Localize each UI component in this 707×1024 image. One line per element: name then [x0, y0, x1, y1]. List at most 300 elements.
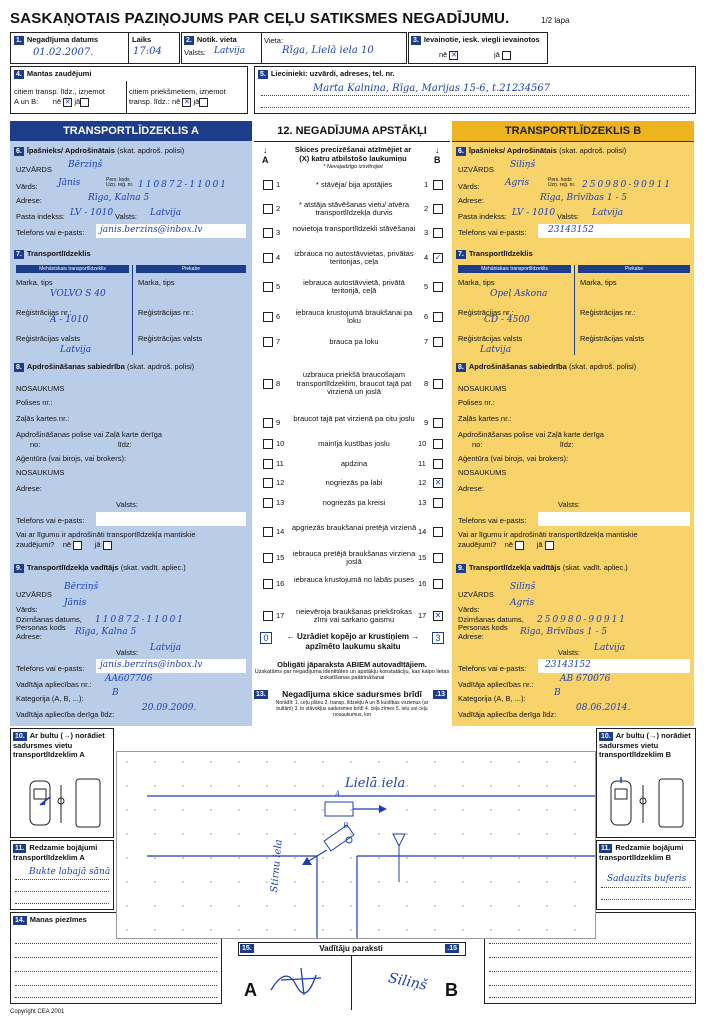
circumstance-b-checkbox[interactable] — [433, 418, 443, 428]
owner-b-title: 6. Īpašnieks/ Apdrošinātais (skat. apdroš. polisi) — [458, 146, 627, 155]
grid-dot — [294, 905, 296, 907]
grid-dot — [462, 857, 464, 859]
signature-b-label: B — [445, 980, 458, 1000]
grid-dot — [210, 929, 212, 931]
grid-dot — [182, 809, 184, 811]
grid-dot — [574, 881, 576, 883]
damage-a-yes-checkbox[interactable] — [80, 98, 89, 107]
damage-a-no-checkbox[interactable]: ✕ — [64, 98, 71, 106]
vehicle-b-reg-country[interactable]: Latvija — [480, 345, 512, 355]
circumstance-a-checkbox[interactable] — [263, 337, 273, 347]
circumstance-text: apgriezās braukšanai pretējā virzienā — [291, 522, 417, 532]
field-place: 2. Notik. vieta Valsts: Latvija Vieta: Rīga, Lielā iela 10 — [181, 32, 407, 64]
grid-dot — [462, 905, 464, 907]
witness-value[interactable]: Marta Kalniņa, Rīga, Marijas 15-6, t.21234567 — [313, 83, 551, 94]
grid-dot — [322, 785, 324, 787]
grid-dot — [322, 905, 324, 907]
grid-dot — [490, 785, 492, 787]
grid-dot — [350, 929, 352, 931]
grid-dot — [126, 785, 128, 787]
grid-dot — [294, 833, 296, 835]
page-indicator: 1/2 lapa — [541, 16, 570, 25]
grid-dot — [518, 857, 520, 859]
damage-b-box: 11. Redzamie bojājumi transportlīdzeklim B Sadauzīts buferis — [596, 840, 696, 910]
grid-dot — [462, 833, 464, 835]
grid-dot — [154, 905, 156, 907]
grid-dot — [210, 905, 212, 907]
circumstance-number: 6 — [276, 312, 281, 321]
signatures-area: 15. .15 Vadītāju paraksti A B Siliņš — [238, 940, 464, 1010]
grid-dot — [126, 857, 128, 859]
circumstance-text: braucot tajā pat virzienā pa citu joslu — [293, 413, 415, 423]
grid-dot — [378, 881, 380, 883]
owner-a-personal-code[interactable]: 110872-11001 — [138, 180, 229, 190]
grid-dot — [154, 881, 156, 883]
driver-a-license-valid[interactable]: 20.09.2009. — [142, 703, 197, 713]
grid-dot — [322, 857, 324, 859]
car-label-a: A — [335, 790, 341, 798]
circumstance-a-checkbox[interactable] — [263, 418, 273, 428]
grid-dot — [266, 881, 268, 883]
circumstance-a-checkbox[interactable] — [263, 204, 273, 214]
circumstance-b-checkbox[interactable]: ✓ — [434, 253, 442, 262]
grid-dot — [238, 881, 240, 883]
owner-b-country[interactable]: Latvija — [592, 208, 624, 218]
grid-dot — [546, 857, 548, 859]
damage-b-value[interactable]: Sadauzīts buferis — [607, 874, 687, 884]
sketch-title: 13. .13 Negadījuma skice sadursmes brīdī Norādīt: 1. ceļu plānu 2. transp. līdzekļu A un B kustības virzienus (ar bultām) 3. to stāvokļus sadursmes brīdī 4. ceļa zīmes 5. ielu vai ceļu nosaukumus, km — [256, 689, 445, 718]
grid-dot — [546, 809, 548, 811]
grid-dot — [406, 761, 408, 763]
injured-no-checkbox[interactable]: ✕ — [451, 51, 457, 59]
grid-dot — [182, 761, 184, 763]
damage-b-yes-checkbox[interactable] — [199, 98, 208, 107]
accident-sketch[interactable] — [116, 751, 596, 939]
grid-dot — [546, 785, 548, 787]
damage-a-value[interactable]: Bukte labajā sānā — [29, 867, 111, 877]
grid-dot — [294, 761, 296, 763]
circumstance-number: 5 — [424, 282, 429, 291]
grid-dot — [518, 905, 520, 907]
circumstance-number: 2 — [424, 204, 429, 213]
grid-dot — [490, 809, 492, 811]
grid-dot — [546, 881, 548, 883]
driver-a-name[interactable]: Jānis — [64, 598, 87, 608]
grid-dot — [490, 833, 492, 835]
circumstance-text: nogriezās pa labi — [325, 477, 383, 487]
vehicle-a-title: 7. Transportlīdzeklis — [16, 249, 91, 258]
driver-a-phone[interactable]: janis.berzins@inbox.lv — [100, 660, 203, 670]
circumstance-number: 15 — [418, 553, 427, 562]
grid-dot — [126, 905, 128, 907]
circumstance-a-checkbox[interactable] — [263, 282, 273, 292]
grid-dot — [126, 833, 128, 835]
circumstance-b-checkbox[interactable] — [433, 439, 443, 449]
circumstance-b-checkbox[interactable] — [433, 337, 443, 347]
grid-dot — [154, 785, 156, 787]
grid-dot — [294, 881, 296, 883]
vehicle-a-reg[interactable]: A - 1010 — [50, 315, 89, 325]
signature-b[interactable]: Siliņš — [386, 970, 429, 994]
damage-b-no-checkbox[interactable]: ✕ — [183, 98, 190, 106]
circumstance-number: 13 — [418, 498, 427, 507]
circumstance-a-checkbox[interactable] — [263, 439, 273, 449]
grid-dot — [266, 761, 268, 763]
grid-dot — [238, 809, 240, 811]
circumstance-b-checkbox[interactable] — [433, 459, 443, 469]
grid-dot — [266, 857, 268, 859]
circumstance-text: nogriezās pa kreisi — [322, 497, 386, 507]
circumstance-a-checkbox[interactable] — [263, 498, 273, 508]
grid-dot — [574, 833, 576, 835]
count-row: 0 ← Uzrādiet kopējo ar krustiņiem → apzīmēto laukumu skaitu 3 — [258, 629, 448, 659]
car-diagram-a[interactable] — [26, 775, 104, 831]
owner-b-phone[interactable]: 23143152 — [548, 225, 594, 235]
circumstance-a-checkbox[interactable] — [263, 228, 273, 238]
circumstance-number: 16 — [418, 579, 427, 588]
grid-dot — [490, 881, 492, 883]
owner-a-title: 6. Īpašnieks/ Apdrošinātais (skat. apdroš. polisi) — [16, 146, 185, 155]
grid-dot — [406, 905, 408, 907]
notes-a-box: 14. Manas piezīmes — [10, 912, 222, 1004]
field-witnesses: 5. Liecinieki: uzvārdi, adreses, tel. nr. Marta Kalniņa, Rīga, Marijas 15-6, t.21234567 — [254, 66, 696, 114]
grid-dot — [518, 881, 520, 883]
owner-b-postcode[interactable]: LV - 1010 — [512, 208, 556, 218]
grid-dot — [350, 857, 352, 859]
field-time: Laiks 17:04 — [128, 32, 180, 64]
circumstance-number: 11 — [418, 459, 426, 468]
grid-dot — [238, 833, 240, 835]
owner-b-surname[interactable]: Siliņš — [510, 160, 536, 170]
grid-dot — [378, 929, 380, 931]
street-label-side: Stirnu iela — [269, 839, 285, 893]
circumstance-a-checkbox[interactable] — [263, 312, 273, 322]
grid-dot — [182, 857, 184, 859]
circumstance-number: 14 — [418, 527, 427, 536]
circumstance-number: 9 — [276, 418, 281, 427]
circumstance-a-checkbox[interactable] — [263, 478, 273, 488]
circumstance-b-checkbox[interactable] — [433, 498, 443, 508]
circumstance-text: * stāvēja/ bija apstājies — [315, 179, 393, 189]
driver-b-phone[interactable]: 23143152 — [545, 660, 591, 670]
driver-b-country[interactable]: Latvija — [594, 643, 626, 653]
grid-dot — [490, 857, 492, 859]
driver-a-surname[interactable]: Bērziņš — [64, 582, 99, 592]
circumstance-number: 8 — [424, 379, 429, 388]
grid-dot — [546, 833, 548, 835]
grid-dot — [294, 929, 296, 931]
grid-dot — [546, 929, 548, 931]
grid-dot — [406, 785, 408, 787]
circumstance-number: 10 — [276, 439, 285, 448]
circumstance-text: neievēroja braukšanas priekšrokas zīmi vai sarkano gaismu — [296, 606, 412, 624]
circumstance-b-checkbox[interactable]: ✕ — [434, 611, 442, 620]
circumstance-text: iebrauca krustojumā braukšanai pa loku — [295, 307, 413, 325]
vehicle-b-make[interactable]: Opeļ Askona — [490, 289, 548, 299]
injured-yes-checkbox[interactable] — [502, 51, 511, 60]
grid-dot — [518, 761, 520, 763]
grid-dot — [182, 833, 184, 835]
circumstance-a-checkbox[interactable] — [263, 253, 273, 263]
grid-dot — [210, 881, 212, 883]
circumstance-number: 13 — [276, 498, 285, 507]
grid-dot — [378, 833, 380, 835]
circumstance-text: brauca pa loku — [329, 336, 379, 346]
circumstance-b-checkbox[interactable] — [433, 379, 443, 389]
circumstance-number: 4 — [276, 253, 281, 262]
circumstance-b-checkbox[interactable] — [433, 553, 443, 563]
grid-dot — [406, 857, 408, 859]
grid-dot — [266, 785, 268, 787]
owner-a-address[interactable]: Rīga, Kalna 5 — [88, 193, 150, 203]
circumstance-number: 17 — [418, 611, 427, 620]
grid-dot — [266, 833, 268, 835]
grid-dot — [350, 905, 352, 907]
circumstance-number: 11 — [276, 459, 284, 468]
grid-dot — [434, 785, 436, 787]
grid-dot — [210, 785, 212, 787]
obligation-note: Obligāti jāparaksta ABIEM autovadītājiem. Uzskatāms par negadījuma identitātes un apstākļu konstatāciju, kas kalpo lietas izskatīšanas paātrināšanai — [254, 660, 450, 681]
circumstance-b-checkbox[interactable] — [433, 204, 443, 214]
circumstance-number: 3 — [424, 228, 429, 237]
driver-b-license-valid[interactable]: 08.06.2014. — [576, 703, 631, 713]
grid-dot — [266, 929, 268, 931]
grid-dot — [434, 833, 436, 835]
date-value[interactable]: 01.02.2007. — [33, 47, 94, 58]
grid-dot — [126, 809, 128, 811]
circumstance-b-checkbox[interactable] — [433, 180, 443, 190]
grid-dot — [350, 881, 352, 883]
circumstance-b-checkbox[interactable] — [433, 312, 443, 322]
grid-dot — [154, 761, 156, 763]
driver-b-name[interactable]: Agris — [510, 598, 535, 608]
driver-a-country[interactable]: Latvija — [150, 643, 182, 653]
grid-dot — [434, 761, 436, 763]
grid-dot — [238, 785, 240, 787]
grid-dot — [378, 857, 380, 859]
driver-b-title: 9. Transportlīdzekļa vadītājs (skat. vadīt. apliec.) — [458, 563, 628, 572]
grid-dot — [406, 809, 408, 811]
circumstance-a-checkbox[interactable] — [263, 553, 273, 563]
circumstance-number: 5 — [276, 282, 281, 291]
page-title: SASKAŅOTAIS PAZIŅOJUMS PAR CEĻU SATIKSMES NEGADĪJUMU. — [10, 10, 510, 27]
circumstance-a-checkbox[interactable] — [263, 579, 273, 589]
owner-a-postcode[interactable]: LV - 1010 — [70, 208, 114, 218]
grid-dot — [490, 905, 492, 907]
grid-dot — [322, 761, 324, 763]
circumstance-number: 12 — [418, 478, 427, 487]
owner-b-personal-code[interactable]: 250980-90911 — [582, 180, 673, 190]
circumstance-number: 17 — [276, 611, 285, 620]
owner-a-name[interactable]: Jānis — [58, 178, 81, 188]
circumstance-text: iebrauca krustojumā no labās puses — [293, 574, 415, 584]
grid-dot — [210, 833, 212, 835]
circumstance-b-checkbox[interactable]: ✕ — [434, 478, 442, 487]
grid-dot — [406, 833, 408, 835]
grid-dot — [518, 809, 520, 811]
grid-dot — [462, 929, 464, 931]
vehicle-b-title: 7. Transportlīdzeklis — [458, 249, 533, 258]
car-label-b: B — [343, 822, 349, 830]
grid-dot — [434, 881, 436, 883]
circumstance-number: 15 — [276, 553, 285, 562]
impact-b-box: 10. Ar bultu (→) norādiet sadursmes vietu transportlīdzeklim B — [596, 728, 696, 838]
owner-b-name[interactable]: Agris — [505, 178, 530, 188]
signature-a-label: A — [244, 980, 257, 1000]
grid-dot — [434, 929, 436, 931]
driver-a-title: 9. Transportlīdzekļa vadītājs (skat. vadīt. apliec.) — [16, 563, 186, 572]
grid-dot — [378, 761, 380, 763]
grid-dot — [210, 761, 212, 763]
grid-dot — [350, 761, 352, 763]
insured-a-no-checkbox[interactable] — [73, 541, 82, 550]
grid-dot — [126, 929, 128, 931]
grid-dot — [210, 809, 212, 811]
grid-dot — [238, 857, 240, 859]
grid-dot — [350, 833, 352, 835]
count-a-box[interactable]: 0 — [260, 632, 272, 644]
damage-a-box: 11. Redzamie bojājumi transportlīdzeklim A Bukte labajā sānā — [10, 840, 114, 910]
circumstance-number: 7 — [276, 337, 281, 346]
car-diagram-b[interactable] — [607, 775, 687, 831]
grid-dot — [434, 809, 436, 811]
driver-b-license[interactable]: AB 670076 — [560, 674, 611, 684]
circumstance-a-checkbox[interactable] — [263, 180, 273, 190]
grid-dot — [490, 761, 492, 763]
grid-dot — [182, 905, 184, 907]
grid-dot — [574, 929, 576, 931]
copyright: Copyright CEA 2001 — [10, 1009, 65, 1015]
place-value[interactable]: Rīga, Lielā iela 10 — [282, 45, 374, 56]
insurer-a-title: 8. Apdrošināšanas sabiedrība (skat. apdroš. polisi) — [16, 362, 195, 371]
grid-dot — [266, 809, 268, 811]
grid-dot — [574, 857, 576, 859]
vehicle-a-header: TRANSPORTLĪDZEKLIS A — [10, 121, 252, 141]
circumstance-text: iebrauca autostāvvietā, privātā teritorijā, ceļā — [303, 277, 405, 295]
circumstance-b-checkbox[interactable] — [433, 282, 443, 292]
driver-b-category[interactable]: B — [554, 688, 561, 698]
grid-dot — [546, 761, 548, 763]
circumstance-text: izbrauca no autostāvvietas, privātas teritorijas, ceļa — [294, 248, 414, 266]
circumstance-number: 14 — [276, 527, 285, 536]
circumstance-text: apdzina — [340, 458, 368, 468]
owner-b-address[interactable]: Rīga, Brīvības 1 - 5 — [540, 193, 628, 203]
grid-dot — [434, 857, 436, 859]
grid-dot — [126, 761, 128, 763]
signature-a[interactable] — [266, 960, 336, 1000]
circumstance-number: 3 — [276, 228, 281, 237]
grid-dot — [154, 809, 156, 811]
grid-dot — [182, 785, 184, 787]
insured-b-yes-checkbox[interactable] — [545, 541, 554, 550]
grid-dot — [322, 929, 324, 931]
driver-b-dob[interactable]: 250980-90911 — [537, 615, 628, 625]
circumstance-text: novietoja transportlīdzekli stāvēšanai — [292, 223, 416, 233]
grid-dot — [266, 905, 268, 907]
grid-dot — [154, 929, 156, 931]
circumstance-number: 4 — [424, 253, 429, 262]
grid-dot — [462, 785, 464, 787]
count-b-box[interactable]: 3 — [432, 632, 444, 644]
circumstance-b-checkbox[interactable] — [433, 228, 443, 238]
grid-dot — [182, 881, 184, 883]
grid-dot — [210, 857, 212, 859]
grid-dot — [434, 905, 436, 907]
driver-a-address[interactable]: Rīga, Kalna 5 — [75, 627, 137, 637]
grid-dot — [182, 929, 184, 931]
grid-dot — [518, 785, 520, 787]
country-value[interactable]: Latvija — [214, 46, 246, 56]
grid-dot — [154, 857, 156, 859]
grid-dot — [350, 809, 352, 811]
driver-a-dob[interactable]: 110872-11001 — [95, 615, 186, 625]
grid-dot — [322, 881, 324, 883]
circumstance-text: iebrauca pretējā braukšanas virziena joslā — [292, 548, 416, 566]
grid-dot — [518, 833, 520, 835]
grid-dot — [322, 833, 324, 835]
circumstance-a-checkbox[interactable] — [263, 379, 273, 389]
driver-b-surname[interactable]: Siliņš — [510, 582, 536, 592]
circumstance-b-checkbox[interactable] — [433, 527, 443, 537]
circumstance-number: 1 — [276, 180, 281, 189]
owner-a-phone[interactable]: janis.berzins@inbox.lv — [100, 225, 203, 235]
field-property-damage: 4. Mantas zaudējumi citiem transp. līdz., izņemot A un B: nē ✕ jā citiem priekšmetiem, izņemot transp. līdz.: nē ✕ jā — [10, 66, 248, 114]
insured-a-yes-checkbox[interactable] — [103, 541, 112, 550]
vehicle-a-reg-country[interactable]: Latvija — [60, 345, 92, 355]
grid-dot — [126, 881, 128, 883]
driver-b-address[interactable]: Rīga, Brīvības 1 - 5 — [520, 627, 608, 637]
grid-dot — [154, 833, 156, 835]
grid-dot — [294, 809, 296, 811]
street-label-main: Lielā iela — [345, 776, 406, 791]
circumstance-a-checkbox[interactable] — [263, 611, 273, 621]
circumstance-a-checkbox[interactable] — [263, 527, 273, 537]
grid-dot — [294, 785, 296, 787]
grid-dot — [406, 881, 408, 883]
circumstance-text: * atstāja stāvēšanas vietu/ atvēra transportlīdzekļa durvis — [298, 199, 410, 217]
grid-dot — [574, 785, 576, 787]
driver-a-license[interactable]: AA607706 — [105, 674, 153, 684]
circumstance-number: 7 — [424, 337, 429, 346]
circumstance-a-checkbox[interactable] — [263, 459, 273, 469]
circumstance-text: mainīja kustības joslu — [318, 438, 390, 448]
grid-dot — [322, 809, 324, 811]
circumstance-number: 1 — [424, 180, 429, 189]
owner-a-country[interactable]: Latvija — [150, 208, 182, 218]
insured-b-no-checkbox[interactable] — [515, 541, 524, 550]
circumstance-number: 12 — [276, 478, 285, 487]
grid-dot — [238, 929, 240, 931]
owner-a-surname[interactable]: Bērziņš — [68, 160, 103, 170]
vehicle-b-header: TRANSPORTLĪDZEKLIS B — [452, 121, 694, 142]
grid-dot — [294, 857, 296, 859]
grid-dot — [546, 905, 548, 907]
circumstance-text: uzbrauca priekšā braucošajam transportlīdzeklim, braucot tajā pat virzienā un joslā — [296, 370, 412, 397]
grid-dot — [238, 905, 240, 907]
circumstance-b-checkbox[interactable] — [433, 579, 443, 589]
grid-dot — [238, 761, 240, 763]
circumstance-number: 16 — [276, 579, 285, 588]
circumstances-title: 12. NEGADĪJUMA APSTĀKĻI — [254, 121, 450, 142]
grid-dot — [490, 929, 492, 931]
grid-dot — [462, 761, 464, 763]
vehicle-b-reg[interactable]: CD - 4500 — [484, 315, 530, 325]
circumstance-number: 8 — [276, 379, 281, 388]
driver-a-category[interactable]: B — [112, 688, 119, 698]
vehicle-a-make[interactable]: VOLVO S 40 — [50, 289, 106, 299]
impact-a-box: 10. Ar bultu (→) norādiet sadursmes vietu transportlīdzeklim A — [10, 728, 114, 838]
time-value[interactable]: 17:04 — [133, 46, 162, 57]
